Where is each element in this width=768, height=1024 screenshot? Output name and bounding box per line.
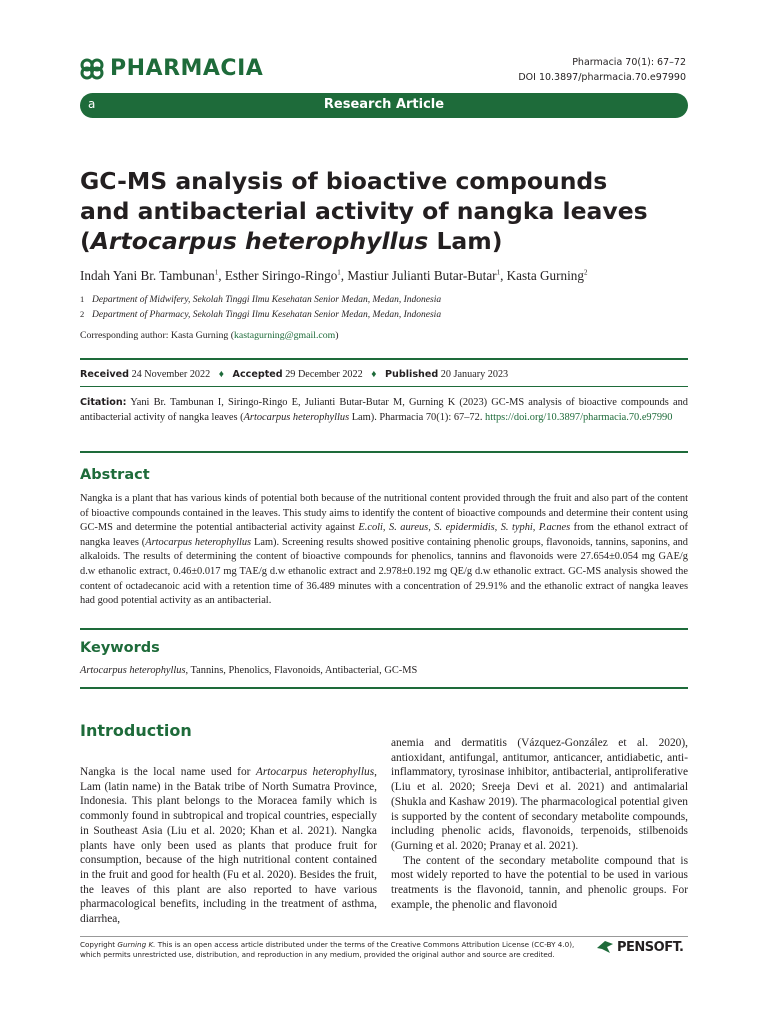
corresponding-author: Corresponding author: Kasta Gurning (kastagurning@gmail.com): [80, 330, 339, 341]
footer-divider: [80, 936, 688, 937]
title-line-1: GC-MS analysis of bioactive compounds: [80, 167, 608, 195]
title-species: Artocarpus heterophyllus: [90, 227, 429, 255]
divider: [80, 628, 688, 630]
journal-citation: Pharmacia 70(1): 67–72: [572, 57, 686, 68]
citation-block: Citation: Yani Br. Tambunan I, Siringo-Ringo E, Julianti Butar-Butar M, Gurning K (2023) GC-MS analysis of bioactive compounds and antibacterial activity of nangka leaves (Artocarpus heterophyllus Lam). Pharmacia 70(1): 67–72. https://doi.org/10.3897/pharmacia.70.e97990: [80, 397, 688, 423]
article-type-banner: [80, 93, 688, 118]
article-type-label: Research Article: [323, 97, 445, 112]
intro-paragraph: The content of the secondary metabolite compound that is most widely reported to have the potential to be used in various treatments is the flavonoid, tannin, and phenolic groups. For example, the phenolic and flavonoid: [391, 854, 688, 911]
divider: [80, 386, 688, 387]
article-title: [80, 166, 680, 256]
intro-right-column: [391, 736, 688, 912]
pensoft-bird-icon: [596, 939, 614, 955]
copyright-notice: Copyright Gurning K. This is an open access article distributed under the terms of the Creative Commons Attribution License (CC-BY 4.0), which permits unrestricted use, distribution, and reproduction in any medium, provided the original author and source are credited.: [80, 940, 575, 959]
logo-text: PHARMACIA: [110, 56, 264, 81]
divider: [80, 451, 688, 453]
affiliation-1: 1 Department of Midwifery, Sekolah Tinggi Ilmu Kesehatan Senior Medan, Medan, Indonesia: [80, 294, 442, 305]
keywords-heading: Keywords: [80, 640, 160, 656]
abstract-text: Nangka is a plant that has various kinds of potential both because of the nutritional content provided through the fruit and also part of the content of bioactive compounds contained in the leaves. This study aims to identify the content of bioactive compounds and determine their content using GC-MS and determine the potential antibacterial activity against E.coli, S. aureus, S. epidermidis, S. typhi, P.acnes from the ethanol extract of nangka leaves (Artocarpus heterophyllus Lam). Screening results showed positive containing phenolic groups, flavonoids, tannins, saponins, and alkaloids. The results of determining the content of bioactive compounds for phenolics, tannins and flavonoids were 27.654±0.054 mg GAE/g d.w ethanolic extract, 0.46±0.017 mg TAE/g d.w ethanolic extract and 2.978±0.192 mg QE/g d.w ethanolic extract. GC-MS analysis showed the content of octadecanoic acid with a retention time of 36.489 minutes with a concentration of 29.91% and the ethanolic extract of nangka leaves had good potential activity as an antibacterial.: [80, 493, 688, 607]
affiliation-2: 2 Department of Pharmacy, Sekolah Tinggi Ilmu Kesehatan Senior Medan, Medan, Indonesia: [80, 309, 442, 320]
author-list: Indah Yani Br. Tambunan$^1$, Esther Siringo-Ringo$^1$, Mastiur Julianti Butar-Butar$^1$, Kasta Gurning$^2$: [80, 268, 588, 283]
journal-meta: [518, 55, 686, 85]
publisher-logo[interactable]: [596, 939, 683, 955]
keywords-list: Artocarpus heterophyllus, Tannins, Phenolics, Flavonoids, Antibacterial, GC-MS: [80, 665, 418, 676]
pharmacia-logo-icon: [80, 58, 106, 80]
doi-link[interactable]: https://doi.org/10.3897/pharmacia.70.e97990: [485, 411, 673, 423]
title-line-2: and antibacterial activity of nangka leaves: [80, 197, 648, 225]
introduction-heading: Introduction: [80, 721, 192, 740]
intro-left-column: [80, 765, 377, 927]
abstract-heading: Abstract: [80, 467, 150, 483]
author-email-link[interactable]: kastagurning@gmail.com: [234, 330, 336, 341]
divider: [80, 687, 688, 689]
doi-line[interactable]: DOI 10.3897/pharmacia.70.e97990: [518, 72, 686, 83]
intro-paragraph: anemia and dermatitis (Vázquez-González et al. 2020), antioxidant, antifungal, antitumor, anticancer, antidiabetic, anti-inflammatory, tyrosinase inhibitor, antibacterial, antiproliferative (Liu et al. 2020; Sreeja Devi et al. 2021) and antimalarial (Shukla and Kashaw 2019). The pharmacological potential given is supported by the content of secondary metabolite compounds, including phenolic acids, flavonoids, terpenoids, stilbenoids (Gurning et al. 2020; Pranay et al. 2021).: [391, 737, 688, 852]
title-line-3: (Artocarpus heterophyllus Lam): [80, 227, 503, 255]
open-access-icon: a: [88, 97, 96, 111]
journal-logo[interactable]: [80, 56, 263, 81]
intro-paragraph: Nangka is the local name used for Artocarpus heterophyllus, Lam (latin name) in the Batak tribe of North Sumatra Province, Indonesia. This plant belongs to the Moracea family which is commonly found in subtropical and tropical countries, especially in Southeast Asia (Liu et al. 2020; Khan et al. 2021). Nangka plants have only been used as plants that produce fruit for consumption, because of the high nutritional content contained in the fruit and good for health (Fu et al. 2020). Besides the fruit, the leaves of this plant are also reported to have various pharmacological benefits, including in the treatment of asthma, diarrhea,: [80, 766, 377, 926]
publisher-name: PENSOFT.: [617, 939, 684, 955]
article-dates: Received 24 November 2022 ♦ Accepted 29 December 2022 ♦ Published 20 January 2023: [80, 369, 509, 380]
divider: [80, 358, 688, 360]
